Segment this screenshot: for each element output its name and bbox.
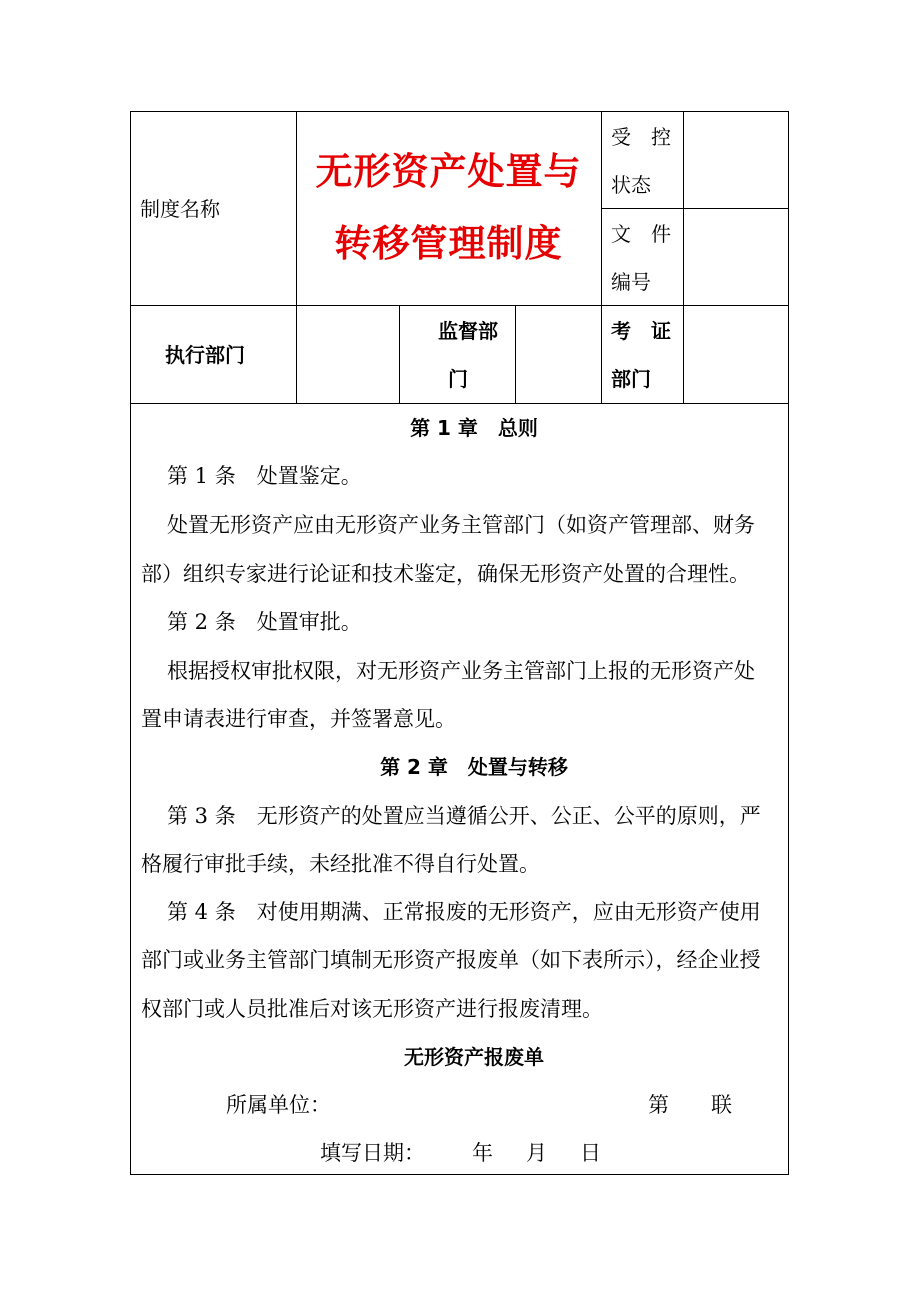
document-title-line2: 转移管理制度 [334,222,563,265]
col-divider-4 [399,305,400,403]
regime-name-label: 制度名称 [140,197,220,221]
col-divider-2 [601,111,602,403]
col-divider-3 [683,111,684,403]
article-4-line-1: 第 4 条 对使用期满、正常报废的无形资产，应由无形资产使用 [167,900,761,924]
date-year: 年 [472,1141,493,1165]
controlled-status-label-2: 状态 [611,173,651,197]
form-title: 无形资产报废单 [404,1045,544,1069]
document-title-line1: 无形资产处置与 [315,150,582,193]
controlled-status-label-1: 受 控 [611,125,671,149]
article-2-line-1: 根据授权审批权限，对无形资产业务主管部门上报的无形资产处 [167,659,755,683]
doc-number-label-2: 编号 [611,270,651,294]
audit-dept-label-2: 部门 [611,367,651,391]
copy-label: 第 联 [648,1093,732,1117]
article-4-line-2: 部门或业务主管部门填制无形资产报废单（如下表所示），经企业授 [141,948,761,972]
date-label: 填写日期： [320,1141,425,1165]
supervise-dept-label-2: 门 [448,367,468,391]
article-1-line-2: 部）组织专家进行论证和技术鉴定，确保无形资产处置的合理性。 [141,562,750,586]
audit-dept-label-1: 考 证 [611,319,671,343]
chapter-1-heading: 第 1 章 总则 [410,416,538,440]
doc-number-label-1: 文 件 [611,222,671,246]
date-month: 月 [526,1141,547,1165]
supervise-dept-label-1: 监督部 [438,319,498,343]
date-day: 日 [580,1141,601,1165]
article-1-line-1: 处置无形资产应由无形资产业务主管部门（如资产管理部、财务 [167,513,755,537]
rule-header-row1 [130,305,789,306]
article-2-line-2: 置申请表进行审查，并签署意见。 [141,707,456,731]
rule-header-row2 [130,403,789,404]
article-3-line-2: 格履行审批手续，未经批准不得自行处置。 [141,852,540,876]
col-divider-5 [515,305,516,403]
article-1-title: 第 1 条 处置鉴定。 [167,464,362,488]
unit-label: 所属单位： [226,1093,331,1117]
article-2-title: 第 2 条 处置审批。 [167,610,362,634]
rule-controlled-doc [601,208,789,209]
chapter-2-heading: 第 2 章 处置与转移 [380,755,568,779]
article-3-line-1: 第 3 条 无形资产的处置应当遵循公开、公正、公平的原则，严 [167,804,761,828]
article-4-line-3: 权部门或人员批准后对该无形资产进行报废清理。 [141,997,603,1021]
exec-dept-label: 执行部门 [165,343,245,367]
